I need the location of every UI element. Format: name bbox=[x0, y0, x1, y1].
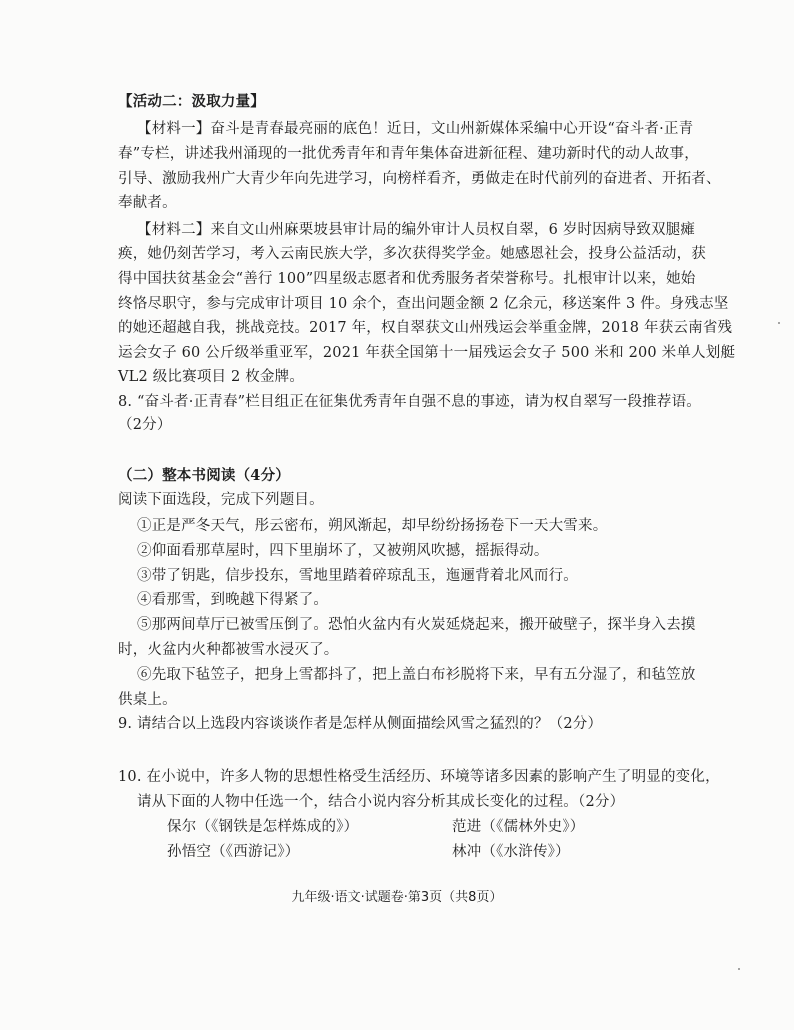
material1-line: 奉献者。 bbox=[118, 195, 177, 211]
section-instruction: 阅读下面选段，完成下列题目。 bbox=[118, 492, 324, 508]
excerpt-item: ④看那雪，到晚越下得紧了。 bbox=[137, 592, 329, 608]
excerpt-item: ⑥先取下毡笠子，把身上雪都抖了，把上盖白布衫脱将下来，早有五分湿了，和毡笠放 bbox=[137, 667, 696, 683]
character-option: 林冲（《水浒传》） bbox=[452, 844, 570, 860]
question-10: 请从下面的人物中任选一个，结合小说内容分析其成长变化的过程。（2分） bbox=[137, 794, 625, 810]
excerpt-item: ⑤那两间草厅已被雪压倒了。恐怕火盆内有火炭延烧起来，搬开破壁子，探半身入去摸 bbox=[137, 617, 696, 633]
question-8-score: （2分） bbox=[118, 417, 172, 433]
material2-line: 终恪尽职守，参与完成审计项目 10 余个，查出问题金额 2 亿余元，移送案件 3 件。身残志坚 bbox=[118, 296, 729, 312]
material2-line: 运会女子 60 公斤级举重亚军，2021 年获全国第十一届残运会女子 500 米和 200 米单人划艇 bbox=[118, 345, 736, 361]
scan-speck bbox=[738, 968, 740, 970]
material2-line: 得中国扶贫基金会“善行 100”四星级志愿者和优秀服务者荣誉称号。扎根审计以来，她始 bbox=[118, 271, 696, 287]
material2-line: 痪，她仍刻苦学习，考入云南民族大学，多次获得奖学金。她感恩社会，投身公益活动，获 bbox=[118, 246, 706, 262]
question-8: 8. “奋斗者·正青春”栏目组正在征集优秀青年自强不息的事迹，请为权自翠写一段推荐语。 bbox=[118, 394, 701, 410]
material1-line: 【材料一】奋斗是青春最亮丽的底色！近日，文山州新媒体采编中心开设“奋斗者·正青 bbox=[137, 121, 694, 137]
material1-line: 春”专栏，讲述我州涌现的一批优秀青年和青年集体奋进新征程、建功新时代的动人故事， bbox=[118, 146, 699, 162]
excerpt-item: 供桌上。 bbox=[118, 692, 177, 708]
activity-heading: 【活动二：汲取力量】 bbox=[118, 93, 265, 110]
material1-line: 引导、激励我州广大青少年向先进学习，向榜样看齐，勇做走在时代前列的奋进者、开拓者、 bbox=[118, 171, 721, 187]
section-heading: （二）整本书阅读（4分） bbox=[118, 467, 290, 484]
excerpt-item: ③带了钥匙，信步投东，雪地里踏着碎琼乱玉，迤逦背着北风而行。 bbox=[137, 568, 578, 584]
material2-line: 的她还超越自我，挑战竞技。2017 年，权自翠获文山州残运会举重金牌，2018 年获云南省残 bbox=[118, 320, 733, 336]
excerpt-item: ②仰面看那草屋时，四下里崩坏了，又被朔风吹撼，摇振得动。 bbox=[137, 543, 549, 559]
material2-line: 【材料二】来自文山州麻栗坡县审计局的编外审计人员权自翠，6 岁时因病导致双腿瘫 bbox=[137, 222, 696, 238]
excerpt-item: 时，火盆内火种都被雪水浸灭了。 bbox=[118, 642, 339, 658]
scan-speck bbox=[778, 322, 780, 324]
question-9: 9. 请结合以上选段内容谈谈作者是怎样从侧面描绘风雪之猛烈的？（2分） bbox=[118, 716, 603, 732]
question-10: 10. 在小说中，许多人物的思想性格受生活经历、环境等诸多因素的影响产生了明显的变化， bbox=[118, 769, 720, 785]
page-footer: 九年级·语文·试题卷·第3页（共8页） bbox=[291, 890, 503, 905]
character-option: 孙悟空（《西游记》） bbox=[167, 844, 300, 860]
material2-line: VL2 级比赛项目 2 枚金牌。 bbox=[118, 369, 305, 385]
excerpt-item: ①正是严冬天气，彤云密布，朔风渐起，却早纷纷扬扬卷下一天大雪来。 bbox=[137, 518, 608, 534]
character-option: 范进（《儒林外史》） bbox=[452, 819, 585, 835]
character-option: 保尔（《钢铁是怎样炼成的》） bbox=[167, 819, 359, 835]
